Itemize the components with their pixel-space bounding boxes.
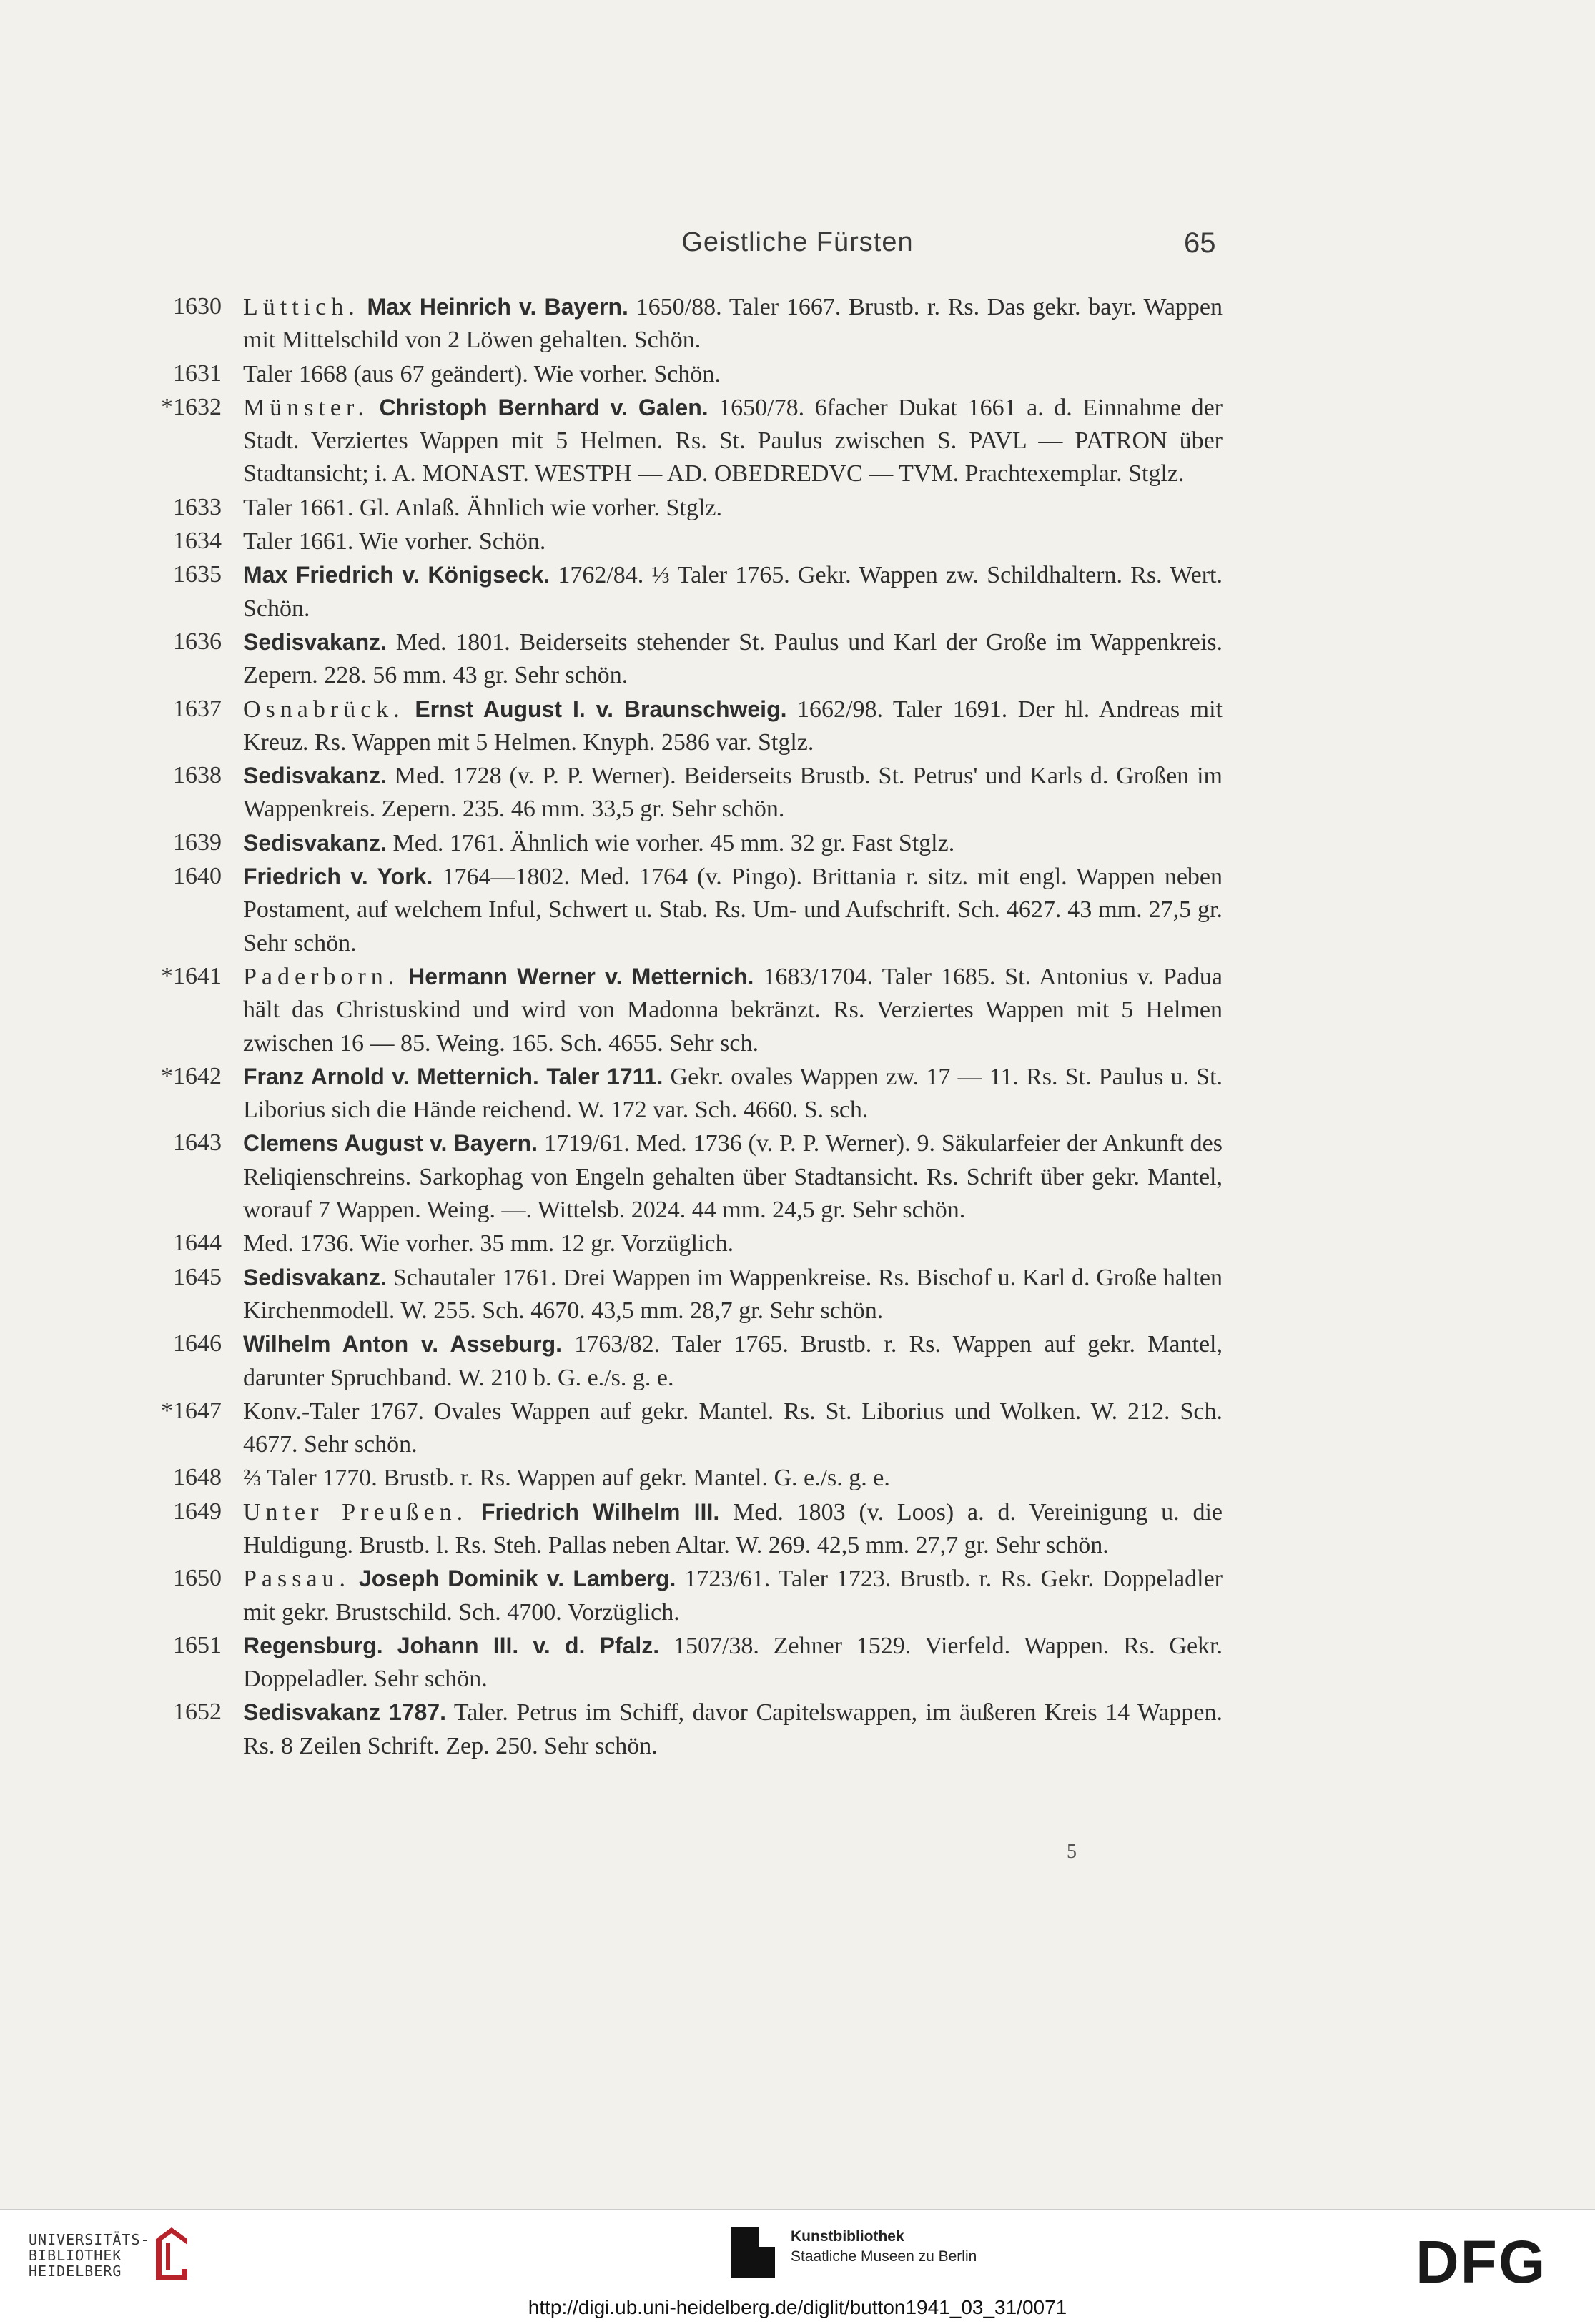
catalog-entry xyxy=(0,1227,1595,1260)
entry-ruler: Max Heinrich v. Bayern. xyxy=(367,294,628,320)
entry-ruler: Friedrich v. York. xyxy=(243,864,433,890)
ub-logo-line: UNIVERSITÄTS- xyxy=(29,2231,150,2248)
entry-description: 1763/82. Taler 1765. Brustb. r. Rs. Wappen auf gekr. Mantel, darunter Spruchband. W. 210 b. G. e./s. g. e. xyxy=(243,1331,1223,1391)
dfg-logo[interactable]: DFG xyxy=(1416,2228,1547,2295)
lot-number: 1634 xyxy=(173,528,222,555)
catalog-entry xyxy=(0,290,1595,357)
entry-description: 1764—1802. Med. 1764 (v. Pingo). Brittania r. sitz. mit engl. Wappen neben Postament, auf welchem Inful, Schwert u. Stab. Rs. Um- und Aufschrift. Sch. 4627. 43 mm. 27,5 gr. Sehr schön. xyxy=(243,864,1223,956)
lot-number: 1648 xyxy=(173,1464,222,1491)
entry-text xyxy=(243,290,1223,357)
entry-text xyxy=(243,1261,1223,1328)
catalog-entry xyxy=(0,1395,1595,1462)
catalog-entry xyxy=(0,1327,1595,1395)
page-title: Geistliche Fürsten xyxy=(681,227,914,257)
entry-place: Passau. xyxy=(243,1566,351,1593)
lot-number: 1639 xyxy=(173,829,222,856)
lot-number: 1643 xyxy=(173,1129,222,1157)
lot-number: 1646 xyxy=(173,1330,222,1358)
kunstbibliothek-logo[interactable] xyxy=(791,2227,977,2267)
entry-description: Taler 1661. Wie vorher. Schön. xyxy=(243,528,546,555)
entry-description: Schautaler 1761. Drei Wappen im Wappenkreise. Rs. Bischof u. Karl d. Große halten Kirchenmodell. W. 255. Sch. 4670. 43,5 mm. 28,7 gr. Sehr schön. xyxy=(243,1264,1223,1324)
catalog-entry xyxy=(0,1261,1595,1328)
catalog-entry xyxy=(0,960,1595,1060)
lot-number: 1652 xyxy=(173,1699,222,1726)
entry-ruler: Ernst August I. v. Braunschweig. xyxy=(415,696,787,722)
catalog-entry xyxy=(0,1127,1595,1227)
entry-ruler: Christoph Bernhard v. Galen. xyxy=(379,394,708,420)
catalog-entry xyxy=(0,1461,1595,1495)
entry-text xyxy=(243,1461,1223,1495)
entry-description: ⅔ Taler 1770. Brustb. r. Rs. Wappen auf gekr. Mantel. G. e./s. g. e. xyxy=(243,1465,890,1492)
entry-place: Paderborn. xyxy=(243,963,400,990)
entry-ruler: Joseph Dominik v. Lamberg. xyxy=(358,1566,676,1592)
lot-number: 1636 xyxy=(173,628,222,655)
entry-text xyxy=(243,391,1223,491)
catalog-entry xyxy=(0,525,1595,558)
entry-description: 1507/38. Zehner 1529. Vierfeld. Wappen. Rs. Gekr. Doppeladler. Sehr schön. xyxy=(243,1632,1223,1693)
entry-ruler: Sedisvakanz. xyxy=(243,1264,387,1290)
lot-number: *1641 xyxy=(161,962,222,989)
entry-text xyxy=(243,826,1223,860)
entry-place: Osnabrück. xyxy=(243,696,405,723)
entry-description: 1762/84. ⅓ Taler 1765. Gekr. Wappen zw. Schildhaltern. Rs. Wert. Schön. xyxy=(243,562,1223,622)
entry-text xyxy=(243,1395,1223,1462)
entry-description: Med. 1728 (v. P. P. Werner). Beiderseits Brustb. St. Petrus' und Karls d. Großen im Wappenkreis. Zepern. 235. 46 mm. 33,5 gr. Sehr schön. xyxy=(243,763,1223,823)
catalog-entry xyxy=(0,1060,1595,1127)
ub-logo-line: BIBLIOTHEK xyxy=(29,2247,122,2264)
catalog-entry xyxy=(0,625,1595,693)
entry-description: Konv.-Taler 1767. Ovales Wappen auf gekr. Mantel. Rs. St. Liborius und Wolken. W. 212. Sch. 4677. Sehr schön. xyxy=(243,1398,1223,1458)
entry-text xyxy=(243,1327,1223,1395)
lot-number: 1638 xyxy=(173,762,222,789)
entry-ruler: Wilhelm Anton v. Asseburg. xyxy=(243,1331,563,1358)
kb-name: Kunstbibliothek xyxy=(791,2228,904,2245)
ub-heidelberg-logo[interactable] xyxy=(29,2232,150,2279)
entry-description: Med. 1801. Beiderseits stehender St. Paulus und Karl der Große im Wappenkreis. Zepern. 228. 56 mm. 43 gr. Sehr schön. xyxy=(243,628,1223,689)
entry-ruler: Sedisvakanz 1787. xyxy=(243,1699,447,1726)
entry-text xyxy=(243,1696,1223,1763)
entry-description: 1650/78. 6facher Dukat 1661 a. d. Einnahme der Stadt. Verziertes Wappen mit 5 Helmen. Rs. St. Paulus zwischen S. PAVL — PATRON über Stadtansicht; i. A. MONAST. WESTPH — AD. OBEDREDVC — TVM. Prachtexemplar. Stglz. xyxy=(243,394,1223,488)
ub-emblem-icon xyxy=(150,2225,193,2285)
entry-description: Taler 1661. Gl. Anlaß. Ähnlich wie vorher. Stglz. xyxy=(243,494,722,521)
entry-description: Taler. Petrus im Schiff, davor Capitelswappen, im äußeren Kreis 14 Wappen. Rs. 8 Zeilen Schrift. Zep. 250. Sehr schön. xyxy=(243,1699,1223,1759)
catalog-entry xyxy=(0,391,1595,491)
lot-number: 1630 xyxy=(173,293,222,320)
catalog-entries xyxy=(0,290,1595,1763)
entry-description: Taler 1668 (aus 67 geändert). Wie vorher. Schön. xyxy=(243,360,721,387)
entry-text xyxy=(243,525,1223,558)
entry-ruler: Franz Arnold v. Metternich. Taler 1711. xyxy=(243,1063,663,1089)
catalog-entry xyxy=(0,860,1595,960)
kb-subtitle: Staatliche Museen zu Berlin xyxy=(791,2248,977,2265)
entry-description: Med. 1761. Ähnlich wie vorher. 45 mm. 32 gr. Fast Stglz. xyxy=(387,829,955,856)
entry-text xyxy=(243,491,1223,525)
entry-text xyxy=(243,1060,1223,1127)
entry-text xyxy=(243,1495,1223,1563)
lot-number: 1650 xyxy=(173,1565,222,1592)
entry-description: 1662/98. Taler 1691. Der hl. Andreas mit Kreuz. Rs. Wappen mit 5 Helmen. Knyph. 2586 var. Stglz. xyxy=(243,696,1223,756)
entry-ruler: Hermann Werner v. Metternich. xyxy=(408,963,754,989)
ub-logo-line: HEIDELBERG xyxy=(29,2263,122,2280)
entry-text xyxy=(243,1227,1223,1260)
entry-place: Unter Preußen. xyxy=(243,1498,468,1526)
entry-text xyxy=(243,759,1223,826)
entry-ruler: Sedisvakanz. xyxy=(243,628,387,655)
entry-text xyxy=(243,693,1223,760)
catalog-entry xyxy=(0,693,1595,760)
footer-divider xyxy=(0,2209,1595,2210)
entry-ruler: Friedrich Wilhelm III. xyxy=(480,1498,720,1525)
entry-text xyxy=(243,558,1223,625)
lot-number: 1637 xyxy=(173,695,222,722)
lot-number: 1645 xyxy=(173,1263,222,1290)
lot-number: 1635 xyxy=(173,561,222,588)
lot-number: 1649 xyxy=(173,1498,222,1525)
kunstbibliothek-icon xyxy=(731,2227,775,2278)
lot-number: 1651 xyxy=(173,1631,222,1658)
entry-text xyxy=(243,960,1223,1060)
entry-description: 1683/1704. Taler 1685. St. Antonius v. Padua hält das Christuskind und wird von Madonna bekränzt. Rs. Verziertes Wappen mit 5 Helmen zwischen 16 — 85. Weing. 165. Sch. 4655. Sehr sch. xyxy=(243,963,1223,1057)
entry-ruler: Max Friedrich v. Königseck. xyxy=(243,562,550,588)
lot-number: *1647 xyxy=(161,1397,222,1424)
lot-number: 1640 xyxy=(173,863,222,890)
entry-ruler: Clemens August v. Bayern. xyxy=(243,1130,538,1157)
entry-text xyxy=(243,625,1223,693)
entry-ruler: Sedisvakanz. xyxy=(243,829,387,856)
lot-number: *1642 xyxy=(161,1062,222,1089)
catalog-entry xyxy=(0,357,1595,391)
entry-ruler: Sedisvakanz. xyxy=(243,763,387,789)
page-number: 65 xyxy=(1184,227,1216,259)
entry-place: Münster. xyxy=(243,394,369,421)
catalog-entry xyxy=(0,1495,1595,1563)
entry-description: Med. 1736. Wie vorher. 35 mm. 12 gr. Vorzüglich. xyxy=(243,1230,734,1257)
entry-text xyxy=(243,357,1223,391)
lot-number: *1632 xyxy=(161,393,222,420)
catalog-entry xyxy=(0,826,1595,860)
entry-text xyxy=(243,860,1223,960)
catalog-entry xyxy=(0,759,1595,826)
catalog-entry xyxy=(0,1562,1595,1629)
entry-ruler: Regensburg. Johann III. v. d. Pfalz. xyxy=(243,1632,660,1658)
entry-description: Med. 1803 (v. Loos) a. d. Vereinigung u. die Huldigung. Brustb. l. Rs. Steh. Pallas neben Altar. W. 269. 42,5 mm. 27,7 gr. Sehr schön. xyxy=(243,1498,1223,1558)
entry-text xyxy=(243,1562,1223,1629)
entry-text xyxy=(243,1127,1223,1227)
lot-number: 1644 xyxy=(173,1230,222,1257)
entry-description: 1650/88. Taler 1667. Brustb. r. Rs. Das gekr. bayr. Wappen mit Mittelschild von 2 Löwen gehalten. Schön. xyxy=(243,294,1223,354)
catalog-entry xyxy=(0,558,1595,625)
entry-text xyxy=(243,1629,1223,1696)
entry-description: 1719/61. Med. 1736 (v. P. P. Werner). 9. Säkularfeier der Ankunft des Reliqienschreins. Sarkophag von Engeln gehalten über Stadtansicht. Rs. Schrift über gekr. Mantel, worauf 7 Wappen. Weing. —. Wittelsb. 2024. 44 mm. 24,5 gr. Sehr schön. xyxy=(243,1130,1223,1224)
catalog-entry xyxy=(0,491,1595,525)
lot-number: 1631 xyxy=(173,360,222,387)
entry-place: Lüttich. xyxy=(243,294,360,320)
permalink-url[interactable]: http://digi.ub.uni-heidelberg.de/diglit/button1941_03_31/0071 xyxy=(528,2296,1067,2318)
lot-number: 1633 xyxy=(173,493,222,520)
catalog-entry xyxy=(0,1696,1595,1763)
entry-description: Gekr. ovales Wappen zw. 17 — 11. Rs. St. Paulus u. St. Liborius sich die Hände reichend. W. 172 var. Sch. 4660. S. sch. xyxy=(243,1063,1223,1124)
catalog-entry xyxy=(0,1629,1595,1696)
entry-description: 1723/61. Taler 1723. Brustb. r. Rs. Gekr. Doppeladler mit gekr. Brustschild. Sch. 4700. Vorzüglich. xyxy=(243,1566,1223,1626)
signature-mark: 5 xyxy=(1067,1841,1077,1863)
